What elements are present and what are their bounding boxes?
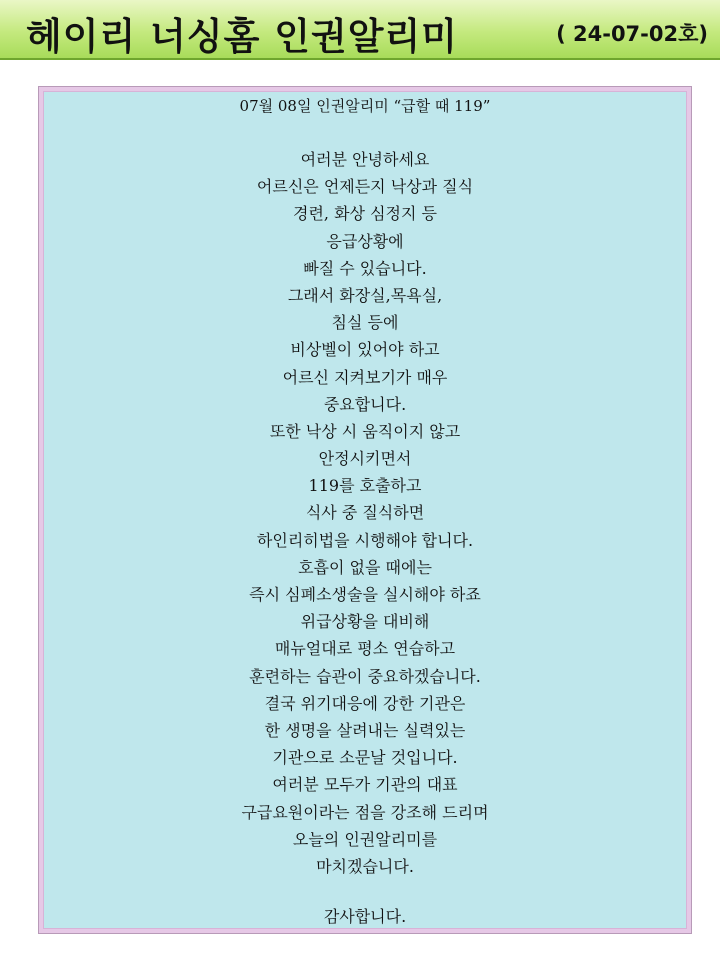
header-banner — [0, 0, 720, 60]
notice-line: 중요합니다. — [323, 394, 407, 414]
notice-line: 비상벨이 있어야 하고 — [290, 340, 440, 360]
notice-line: 위급상황을 대비해 — [300, 612, 430, 632]
notice-line: 경련, 화상 심정지 등 — [293, 204, 437, 224]
notice-line: 여러분 모두가 기관의 대표 — [272, 775, 458, 795]
notice-line: 응급상황에 — [326, 231, 404, 251]
closing-line: 감사합니다. — [323, 907, 407, 926]
notice-body — [44, 146, 686, 880]
notice-line: 어르신은 언제든지 낙상과 질식 — [256, 177, 474, 197]
notice-line: 또한 낙상 시 움직이지 않고 — [269, 421, 461, 441]
notice-line: 식사 중 질식하면 — [305, 503, 425, 523]
notice-line: 119를 호출하고 — [308, 476, 422, 496]
notice-line: 여러분 안녕하세요 — [300, 150, 430, 169]
notice-line: 매뉴얼대로 평소 연습하고 — [274, 639, 456, 659]
notice-line: 즉시 심폐소생술을 실시해야 하죠 — [249, 585, 481, 604]
notice-line: 그래서 화장실,목욕실, — [287, 285, 443, 305]
page-title: 헤이리 너싱홈 인권알리미 — [26, 15, 458, 58]
notice-frame — [38, 86, 692, 934]
notice-line: 안정시키면서 — [318, 449, 412, 469]
notice-line: 마치겠습니다. — [316, 856, 414, 876]
notice-line: 침실 등에 — [331, 313, 399, 333]
notice-line: 하인리히법을 시행해야 합니다. — [256, 530, 474, 550]
notice-line: 오늘의 인권알리미를 — [292, 829, 438, 849]
notice-heading: 07월 08일 인권알리미 “급할 때 119” — [239, 97, 491, 115]
notice-line: 어르신 지켜보기가 매우 — [282, 367, 448, 387]
notice-line: 기관으로 소문날 것입니다. — [272, 748, 458, 768]
notice-line: 빠질 수 있습니다. — [303, 258, 427, 278]
issue-number: ( 24-07-02호) — [556, 22, 708, 46]
notice-line: 훈련하는 습관이 중요하겠습니다. — [249, 666, 481, 686]
notice-line: 한 생명을 살려내는 실력있는 — [264, 720, 466, 740]
notice-line: 결국 위기대응에 강한 기관은 — [264, 693, 466, 713]
notice-line: 구급요원이라는 점을 강조해 드리며 — [241, 802, 489, 822]
notice-line: 호흡이 없을 때에는 — [298, 557, 432, 577]
notice-panel — [43, 91, 687, 929]
